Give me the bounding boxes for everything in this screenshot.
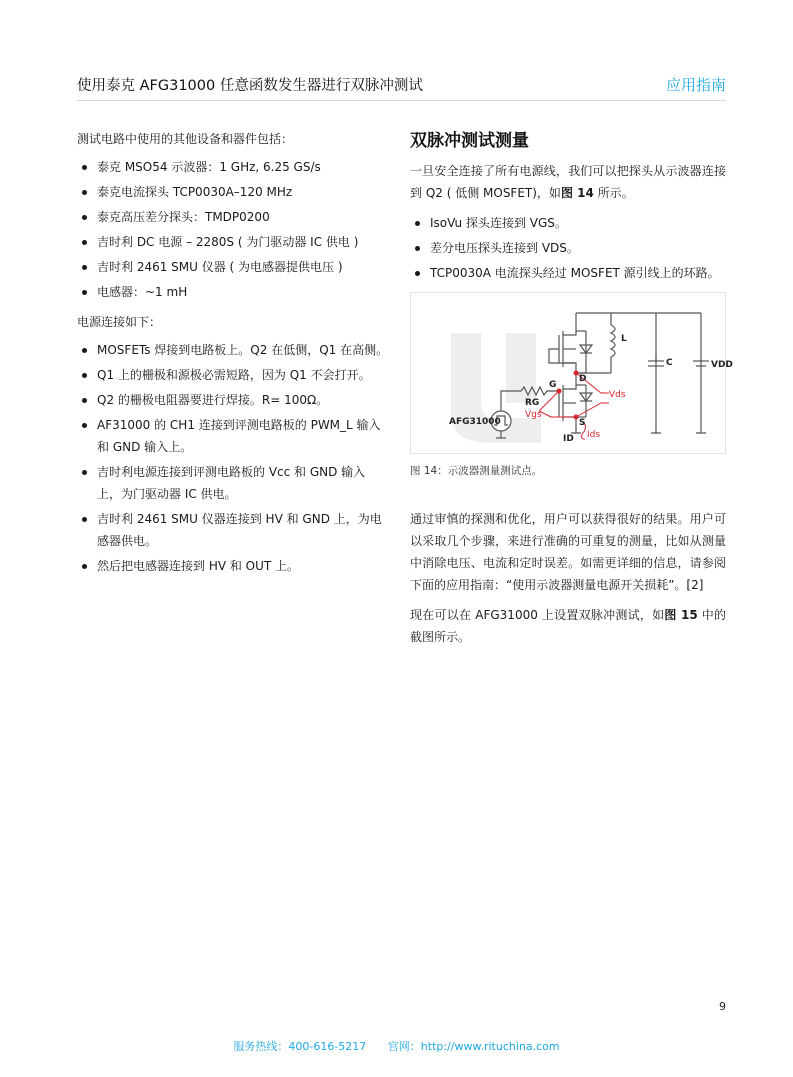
measurement-tips-paragraph: 通过审慎的探测和优化，用户可以获得很好的结果。用户可以采取几个步骤，来进行准确的可重复的测量，比如从测量中消除电压、电流和定时误差。如需更详细的信息，请参阅下面的应用指南：“使用示波器测量电源开关损耗”。[2] bbox=[410, 512, 726, 592]
svg-text:ID: ID bbox=[563, 434, 574, 444]
svg-text:S: S bbox=[579, 418, 586, 428]
svg-text:AFG31000: AFG31000 bbox=[449, 417, 501, 427]
page-number: 9 bbox=[719, 1000, 726, 1013]
list-item: 吉时利 DC 电源 – 2280S ( 为门驱动器 IC 供电 ) bbox=[77, 231, 389, 253]
bullet-icon bbox=[82, 373, 87, 378]
circuit-figure bbox=[410, 292, 733, 454]
section-heading: 双脉冲测试测量 bbox=[410, 131, 529, 151]
figure-reference: 图 15 bbox=[664, 608, 698, 622]
bullet-icon bbox=[82, 564, 87, 569]
svg-text:VDD: VDD bbox=[711, 360, 733, 370]
document-type-tag: 应用指南 bbox=[665, 76, 726, 94]
website-link[interactable]: 官网：http://www.rituchina.com bbox=[387, 1040, 560, 1053]
bullet-icon bbox=[82, 423, 87, 428]
bullet-icon bbox=[82, 348, 87, 353]
figure-caption: 图 14：示波器测量测试点。 bbox=[410, 465, 543, 477]
bullet-icon bbox=[82, 517, 87, 522]
list-item: 泰克电流探头 TCP0030A–120 MHz bbox=[77, 181, 389, 203]
power-intro: 电源连接如下： bbox=[77, 315, 162, 329]
equipment-intro: 测试电路中使用的其他设备和器件包括： bbox=[77, 132, 294, 146]
bullet-icon bbox=[82, 290, 87, 295]
probe-intro-paragraph: 一旦安全连接了所有电源线，我们可以把探头从示波器连接到 Q2 ( 低侧 MOSFET)，如图 14 所示。 bbox=[410, 164, 726, 200]
svg-text:RG: RG bbox=[525, 398, 540, 408]
power-connection-list bbox=[77, 339, 389, 577]
bullet-icon bbox=[415, 246, 420, 251]
list-item: 然后把电感器连接到 HV 和 OUT 上。 bbox=[77, 555, 389, 577]
svg-text:G: G bbox=[549, 380, 557, 390]
list-item: 泰克高压差分探头：TMDP0200 bbox=[77, 206, 389, 228]
bullet-icon bbox=[415, 221, 420, 226]
bullet-icon bbox=[82, 190, 87, 195]
header-divider bbox=[77, 100, 726, 101]
list-item: 吉时利 2461 SMU 仪器连接到 HV 和 GND 上，为电感器供电。 bbox=[77, 508, 389, 552]
bullet-icon bbox=[82, 215, 87, 220]
left-column bbox=[77, 128, 389, 585]
svg-text:Ids: Ids bbox=[587, 430, 601, 440]
bullet-icon bbox=[82, 265, 87, 270]
bullet-icon bbox=[82, 398, 87, 403]
list-item: MOSFETs 焊接到电路板上。Q2 在低侧，Q1 在高侧。 bbox=[77, 339, 389, 361]
equipment-list bbox=[77, 156, 389, 303]
list-item: 泰克 MSO54 示波器：1 GHz, 6.25 GS/s bbox=[77, 156, 389, 178]
svg-text:L: L bbox=[621, 334, 627, 344]
double-pulse-circuit-diagram bbox=[411, 293, 733, 453]
svg-text:Vgs: Vgs bbox=[525, 410, 542, 420]
probe-list bbox=[410, 212, 726, 284]
list-item: Q1 上的栅极和源极必需短路，因为 Q1 不会打开。 bbox=[77, 364, 389, 386]
figure-reference: 图 14 bbox=[560, 186, 594, 200]
svg-text:D: D bbox=[579, 374, 587, 384]
right-column bbox=[410, 128, 733, 656]
list-item: IsoVu 探头连接到 VGS。 bbox=[410, 212, 726, 234]
bullet-icon bbox=[82, 165, 87, 170]
service-hotline: 服务热线：400-616-5217 bbox=[233, 1040, 367, 1053]
bullet-icon bbox=[82, 470, 87, 475]
bullet-icon bbox=[415, 271, 420, 276]
document-title: 使用泰克 AFG31000 任意函数发生器进行双脉冲测试 bbox=[77, 78, 423, 94]
svg-text:Vds: Vds bbox=[609, 390, 626, 400]
bullet-icon bbox=[82, 240, 87, 245]
setup-paragraph: 现在可以在 AFG31000 上设置双脉冲测试，如图 15 中的截图所示。 bbox=[410, 608, 726, 644]
footer bbox=[0, 1038, 793, 1054]
list-item: AF31000 的 CH1 连接到评测电路板的 PWM_L 输入和 GND 输入上。 bbox=[77, 414, 389, 458]
list-item: TCP0030A 电流探头经过 MOSFET 源引线上的环路。 bbox=[410, 262, 726, 284]
list-item: 差分电压探头连接到 VDS。 bbox=[410, 237, 726, 259]
svg-text:C: C bbox=[666, 358, 673, 368]
list-item: 电感器：~1 mH bbox=[77, 281, 389, 303]
list-item: 吉时利电源连接到评测电路板的 Vcc 和 GND 输入上，为门驱动器 IC 供电。 bbox=[77, 461, 389, 505]
list-item: Q2 的栅极电阻器要进行焊接。R= 100Ω。 bbox=[77, 389, 389, 411]
list-item: 吉时利 2461 SMU 仪器 ( 为电感器提供电压 ) bbox=[77, 256, 389, 278]
